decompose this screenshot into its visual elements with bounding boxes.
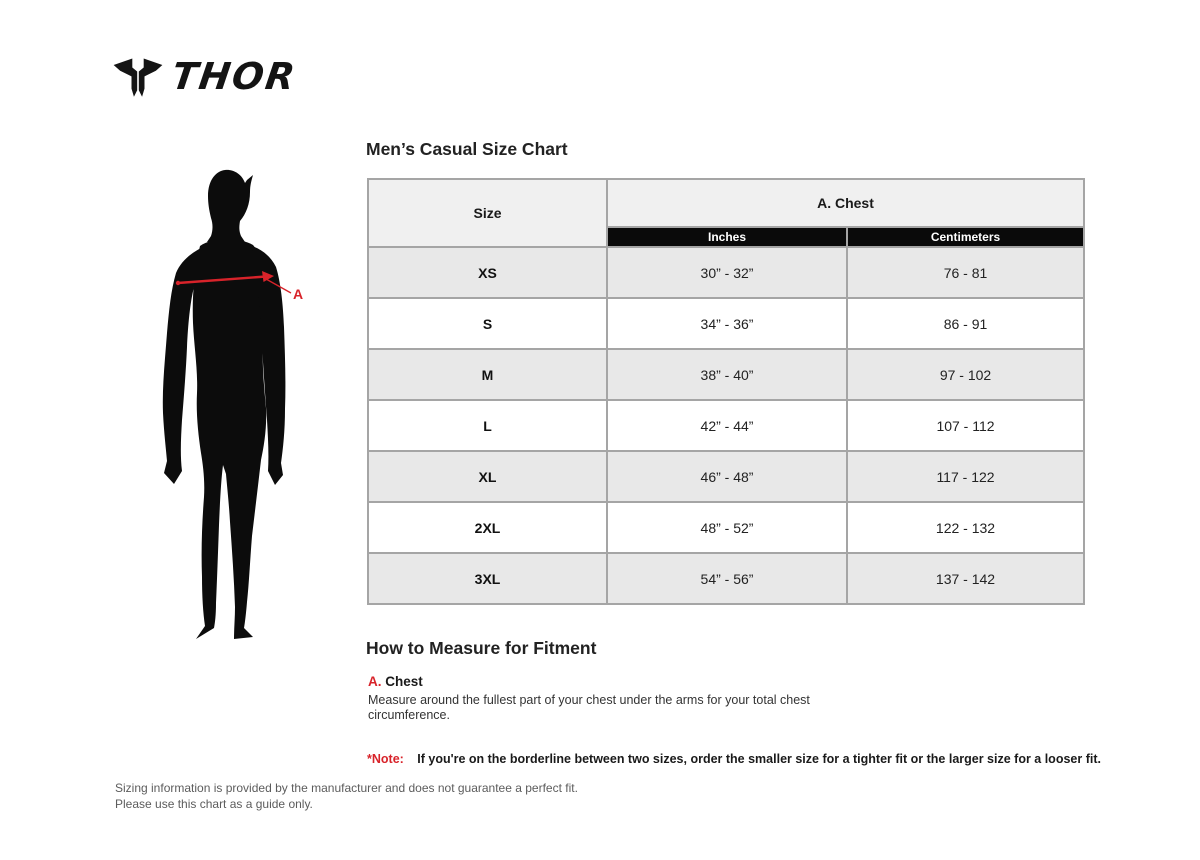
inches-cell: 42” - 44” [608,401,846,450]
size-cell: M [369,350,606,399]
cm-cell: 122 - 132 [848,503,1083,552]
thor-horns-icon [112,54,164,102]
sizing-disclaimer [115,781,578,812]
inches-cell: 46” - 48” [608,452,846,501]
cm-cell: 86 - 91 [848,299,1083,348]
disclaimer-line-2: Please use this chart as a guide only. [115,796,313,811]
sizing-note [367,752,1101,766]
size-cell: 2XL [369,503,606,552]
note-text: If you're on the borderline between two sizes, order the smaller size for a tighter fit or the larger size for a looser fit. [417,752,1101,766]
size-cell: 3XL [369,554,606,603]
cm-cell: 117 - 122 [848,452,1083,501]
inches-cell: 48” - 52” [608,503,846,552]
note-label: *Note: [367,752,404,766]
cm-cell: 137 - 142 [848,554,1083,603]
size-cell: L [369,401,606,450]
inches-cell: 34” - 36” [608,299,846,348]
measure-item-description: Measure around the fullest part of your chest under the arms for your total chest circumference. [368,693,810,722]
size-column-header: Size [369,180,606,246]
cm-cell: 76 - 81 [848,248,1083,297]
cm-cell: 97 - 102 [848,350,1083,399]
size-chart-table [367,178,1085,605]
inches-cell: 54” - 56” [608,554,846,603]
size-chart-title: Men’s Casual Size Chart [366,139,568,159]
inches-cell: 30” - 32” [608,248,846,297]
disclaimer-line-1: Sizing information is provided by the manufacturer and does not guarantee a perfect fit. [115,781,578,795]
brand-wordmark: THOR [169,55,300,98]
size-cell: S [369,299,606,348]
measure-item-title [368,674,423,689]
measure-item-name: Chest [385,674,423,689]
inches-cell: 38” - 40” [608,350,846,399]
brand-logo [112,54,300,102]
cm-cell: 107 - 112 [848,401,1083,450]
centimeters-unit-header: Centimeters [848,228,1083,246]
fitment-heading: How to Measure for Fitment [366,638,597,658]
chest-measure-label: A [293,286,304,302]
size-cell: XL [369,452,606,501]
size-cell: XS [369,248,606,297]
inches-unit-header: Inches [608,228,846,246]
measure-item-key: A. [368,674,382,689]
chest-group-header: A. Chest [608,180,1083,226]
male-silhouette [150,166,320,646]
